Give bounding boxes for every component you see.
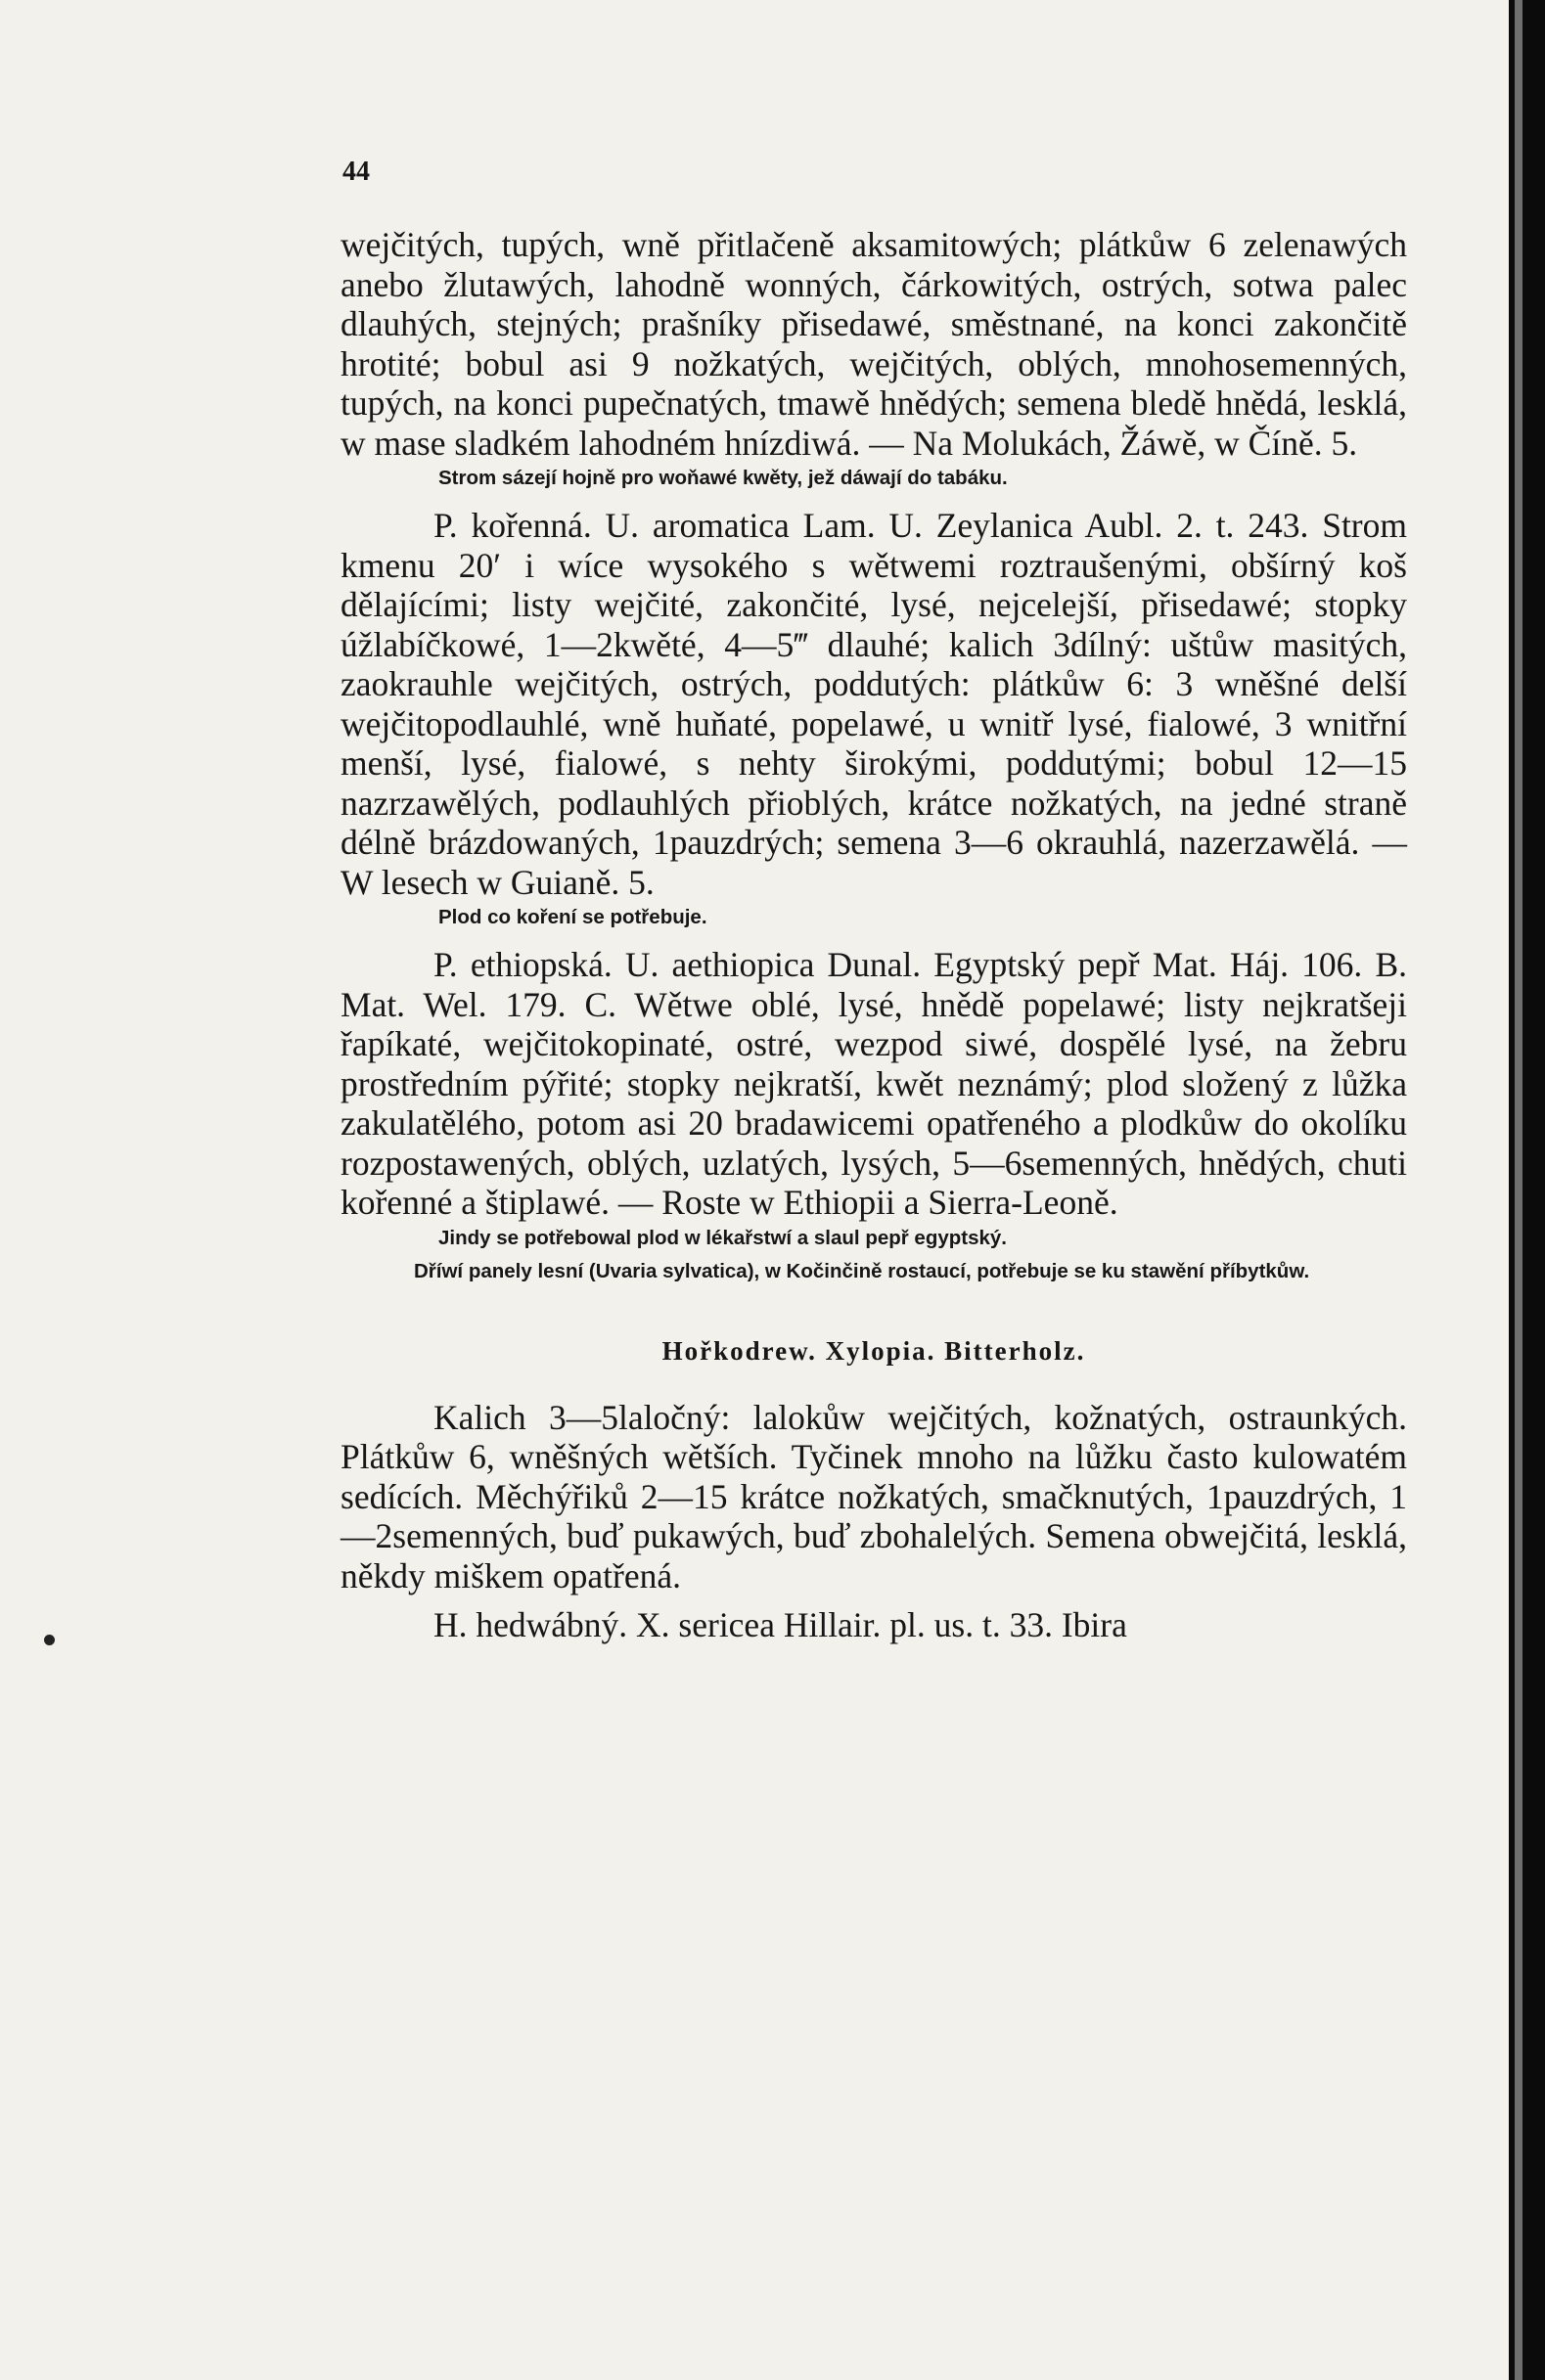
paragraph-species-ethiopska: P. ethiopská. U. aethiopica Dunal. Egyptský pepř Mat. Háj. 106. B. Mat. Wel. 179. C. Wětwe oblé, lysé, hnědě popelawé; listy nejkratšeji řapíkaté, wejčitokopinaté, ostré, wezpod siwé, dospělé lysé, na žebru prostředním pýřité; stopky nejkratší, kwět neznámý; plod složený z lůžka zakulatělého, potom asi 20 bradawicemi opatřeného a plodkůw do okolíku rozpostawených, oblých, uzlatých, lysých, 5—6semenných, hnědých, chuti kořenné a štiplawé. — Roste w Ethiopii a Sierra-Leoně. [341, 945, 1407, 1222]
paragraph-species-korenna: P. kořenná. U. aromatica Lam. U. Zeylanica Aubl. 2. t. 243. Strom kmenu 20′ i wíce wysokého s wětwemi roztraušenými, obšírný koš dělajícími; listy wejčité, zakončité, lysé, nejcelejší, přisedawé; stopky úžlabíčkowé, 1—2kwěté, 4—5‴ dlauhé; kalich 3dílný: uštůw masitých, zaokrauhle wejčitých, ostrých, poddutých: plátkůw 6: 3 wněšné delší wejčitopodlauhlé, wně huňaté, popelawé, u wnitř lysé, fialowé, 3 wnitřní menší, lysé, fialowé, s nehty širokými, poddutými; bobul 12—15 nazrzawělých, podlauhlých přioblých, krátce nožkatých, na jedné straně délně brázdowaných, 1pauzdrých; semena 3—6 okrauhlá, nazerzawělá. — W lesech w Guianě. 5. [341, 506, 1407, 902]
note-spice-use: Plod co koření se potřebuje. [438, 906, 707, 928]
margin-dot [44, 1635, 55, 1645]
page-content [341, 157, 1407, 1645]
paragraph-description-end: wejčitých, tupých, wně přitlačeně aksamitowých; plátkůw 6 zelenawých anebo žlutawých, lahodně wonných, čárkowitých, ostrých, sotwa palec dlauhých, stejných; prašníky přisedawé, směstnané, na konci zakončitě hrotité; bobul asi 9 nožkatých, wejčitých, oblých, mnohosemenných, tupých, na konci pupečnatých, tmawě hnědých; semena bledě hnědá, lesklá, w mase sladkém lahodném hnízdiwá. — Na Molukách, Žáwě, w Číně. 5. [341, 225, 1407, 463]
page-number: 44 [342, 157, 370, 187]
paragraph-species-hedwabny: H. hedwábný. X. sericea Hillair. pl. us. t. 33. Ibira [433, 1605, 1127, 1644]
note-usage-flowers: Strom sázejí hojně pro woňawé kwěty, jež dáwají do tabáku. [438, 467, 1008, 489]
paragraph-genus-description: Kalich 3—5laločný: lalokůw wejčitých, kožnatých, ostraunkých. Plátkůw 6, wněšných wětších. Tyčinek mnoho na lůžku často kulowatém sedících. Měchýřiků 2—15 krátce nožkatých, smačknutých, 1pauzdrých, 1—2semenných, buď pukawých, buď zbohalelých. Semena obwejčitá, lesklá, někdy miškem opatřená. [341, 1397, 1407, 1595]
note-forest-wood: Dříwí panely lesní (Uvaria sylvatica), w Kočinčině rostaucí, potřebuje se ku stawění příbytkůw. [414, 1259, 1310, 1282]
scan-edge-stripe [1515, 0, 1522, 2380]
genus-heading: Hořkodrew. Xylopia. Bitterholz. [661, 1335, 1086, 1366]
note-egyptian-pepper: Jindy se potřebowal plod w lékařstwí a slaul pepř egyptský. [438, 1226, 1008, 1249]
